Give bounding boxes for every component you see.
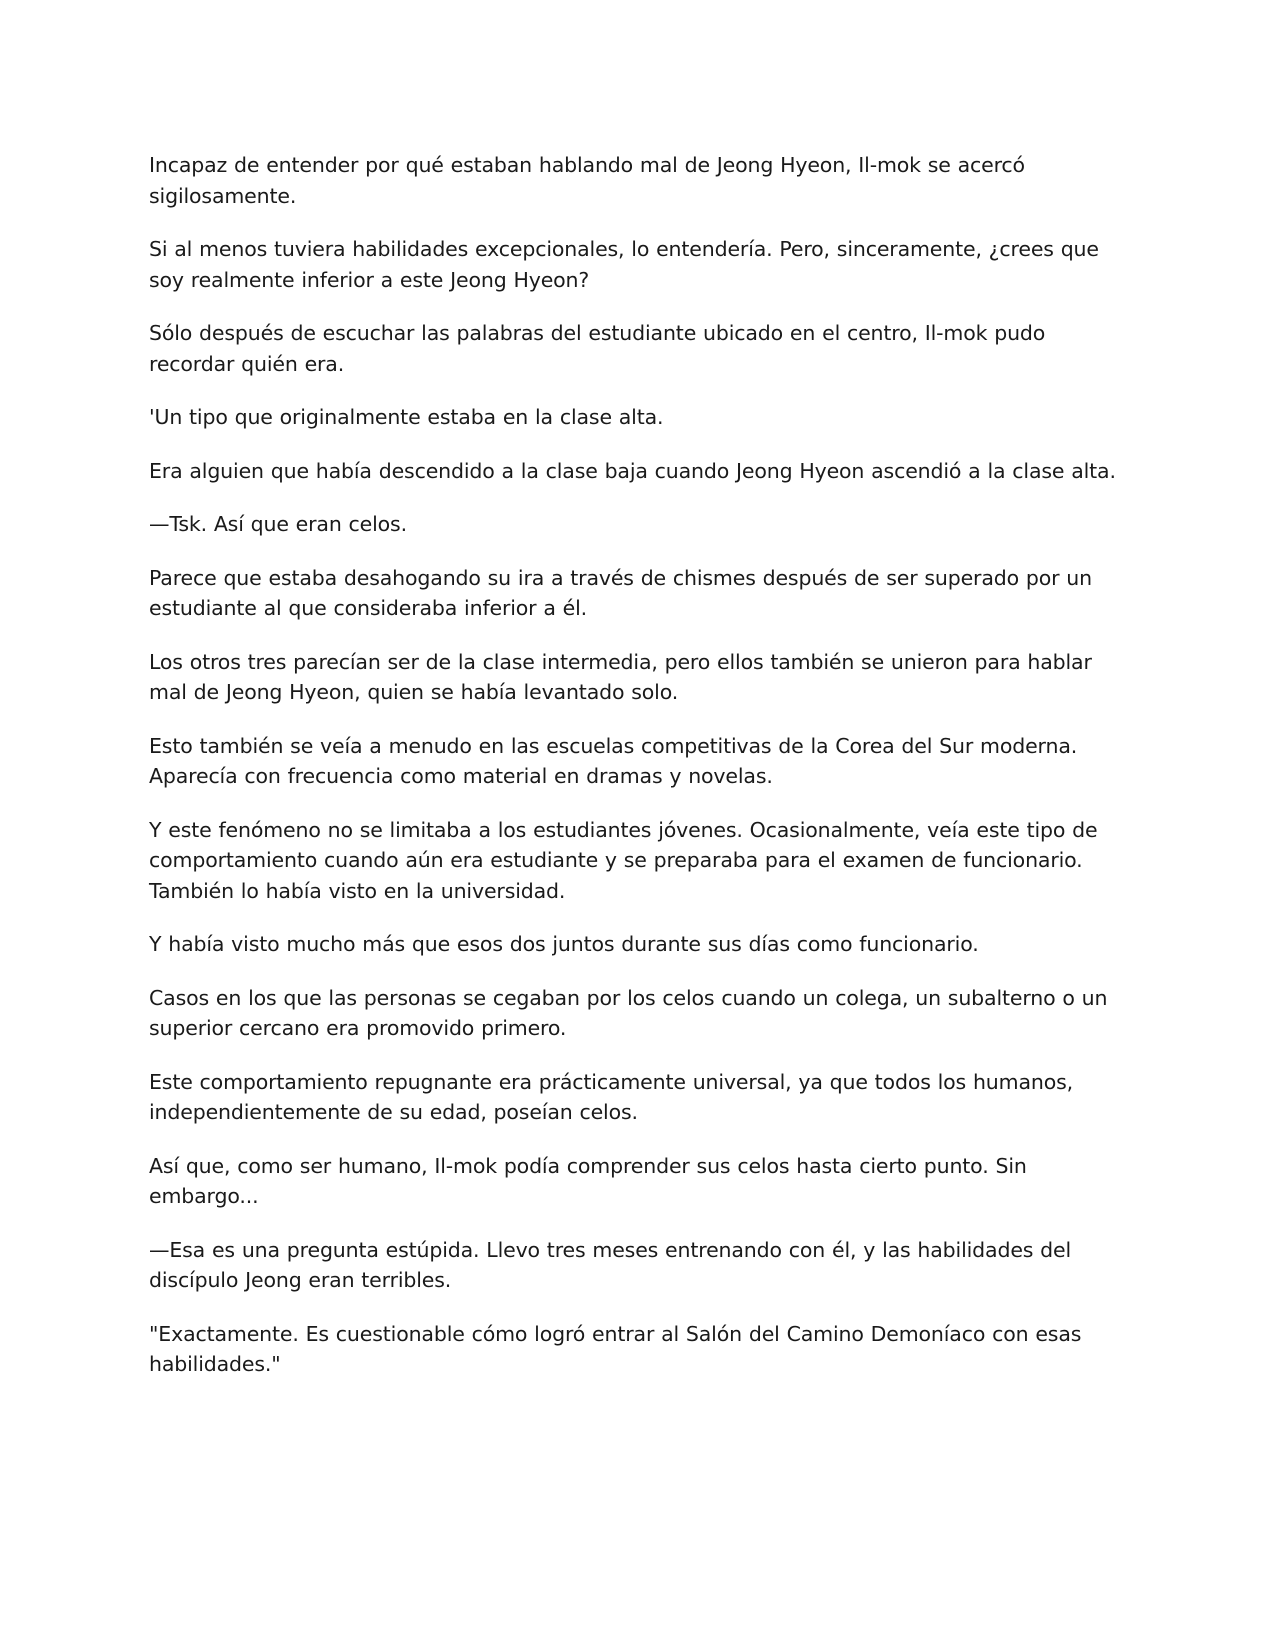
paragraph-line: Si al menos tuviera habilidades excepcionales, lo entendería. Pero, sinceramente, ¿crees que xyxy=(149,237,1099,261)
paragraph xyxy=(149,509,1109,540)
paragraph-line: Sólo después de escuchar las palabras del estudiante ubicado en el centro, Il-mok pudo xyxy=(149,321,1046,345)
paragraph-line: Esto también se veía a menudo en las escuelas competitivas de la Corea del Sur moderna. xyxy=(149,733,1078,758)
paragraph xyxy=(149,647,1109,708)
paragraph xyxy=(149,929,1109,960)
paragraph xyxy=(149,1067,1109,1128)
paragraph xyxy=(149,150,1109,211)
paragraph xyxy=(149,318,1109,379)
paragraph-line: Parece que estaba desahogando su ira a través de chismes después de ser superado por un xyxy=(149,565,1092,590)
paragraph-line: Este comportamiento repugnante era prácticamente universal, ya que todos los humanos, xyxy=(149,1069,1073,1094)
paragraph xyxy=(149,456,1116,487)
paragraph-line: recordar quién era. xyxy=(149,351,345,376)
paragraph xyxy=(149,234,1109,295)
paragraph xyxy=(149,731,1109,792)
paragraph-line: sigilosamente. xyxy=(149,183,297,208)
paragraph xyxy=(149,563,1109,624)
paragraph xyxy=(149,1235,1109,1296)
paragraph-line: soy realmente inferior a este Jeong Hyeon? xyxy=(149,267,590,292)
paragraph xyxy=(149,1319,1109,1380)
paragraph-line: Así que, como ser humano, Il-mok podía comprender sus celos hasta cierto punto. Sin xyxy=(149,1153,1027,1178)
paragraph xyxy=(149,983,1109,1044)
paragraph-line: —Tsk. Así que eran celos. xyxy=(149,512,407,536)
paragraph-line: estudiante al que consideraba inferior a él. xyxy=(149,596,587,620)
paragraph-line: habilidades." xyxy=(149,1352,281,1376)
paragraph-line: mal de Jeong Hyeon, quien se había levantado solo. xyxy=(149,680,679,704)
paragraph-line: superior cercano era promovido primero. xyxy=(149,1016,567,1040)
paragraph xyxy=(149,1151,1109,1212)
paragraph-line: —Esa es una pregunta estúpida. Llevo tres meses entrenando con él, y las habilidades del xyxy=(149,1237,1072,1262)
paragraph-line: Los otros tres parecían ser de la clase intermedia, pero ellos también se unieron para hablar xyxy=(149,649,1092,674)
paragraph-line: comportamiento cuando aún era estudiante y se preparaba para el examen de funcionario. xyxy=(149,848,1083,872)
paragraph-line: Casos en los que las personas se cegaban por los celos cuando un colega, un subalterno o un xyxy=(149,985,1108,1010)
paragraph-line: También lo había visto en la universidad. xyxy=(149,878,566,903)
paragraph-line: discípulo Jeong eran terribles. xyxy=(149,1268,452,1292)
document-body xyxy=(149,150,1116,1403)
paragraph-line: Era alguien que había descendido a la clase baja cuando Jeong Hyeon ascendió a la clase alta. xyxy=(149,458,1116,483)
paragraph-line: embargo... xyxy=(149,1184,259,1208)
paragraph-line: Incapaz de entender por qué estaban hablando mal de Jeong Hyeon, Il-mok se acercó xyxy=(149,153,1025,177)
paragraph-line: "Exactamente. Es cuestionable cómo logró entrar al Salón del Camino Demoníaco con esas xyxy=(149,1321,1082,1346)
paragraph xyxy=(149,815,1109,907)
paragraph-line: 'Un tipo que originalmente estaba en la clase alta. xyxy=(149,405,664,429)
paragraph xyxy=(149,402,1109,433)
paragraph-line: Y había visto mucho más que esos dos juntos durante sus días como funcionario. xyxy=(149,932,979,956)
paragraph-line: independientemente de su edad, poseían celos. xyxy=(149,1100,638,1124)
paragraph-line: Y este fenómeno no se limitaba a los estudiantes jóvenes. Ocasionalmente, veía este tipo de xyxy=(149,817,1098,842)
paragraph-line: Aparecía con frecuencia como material en dramas y novelas. xyxy=(149,764,773,788)
